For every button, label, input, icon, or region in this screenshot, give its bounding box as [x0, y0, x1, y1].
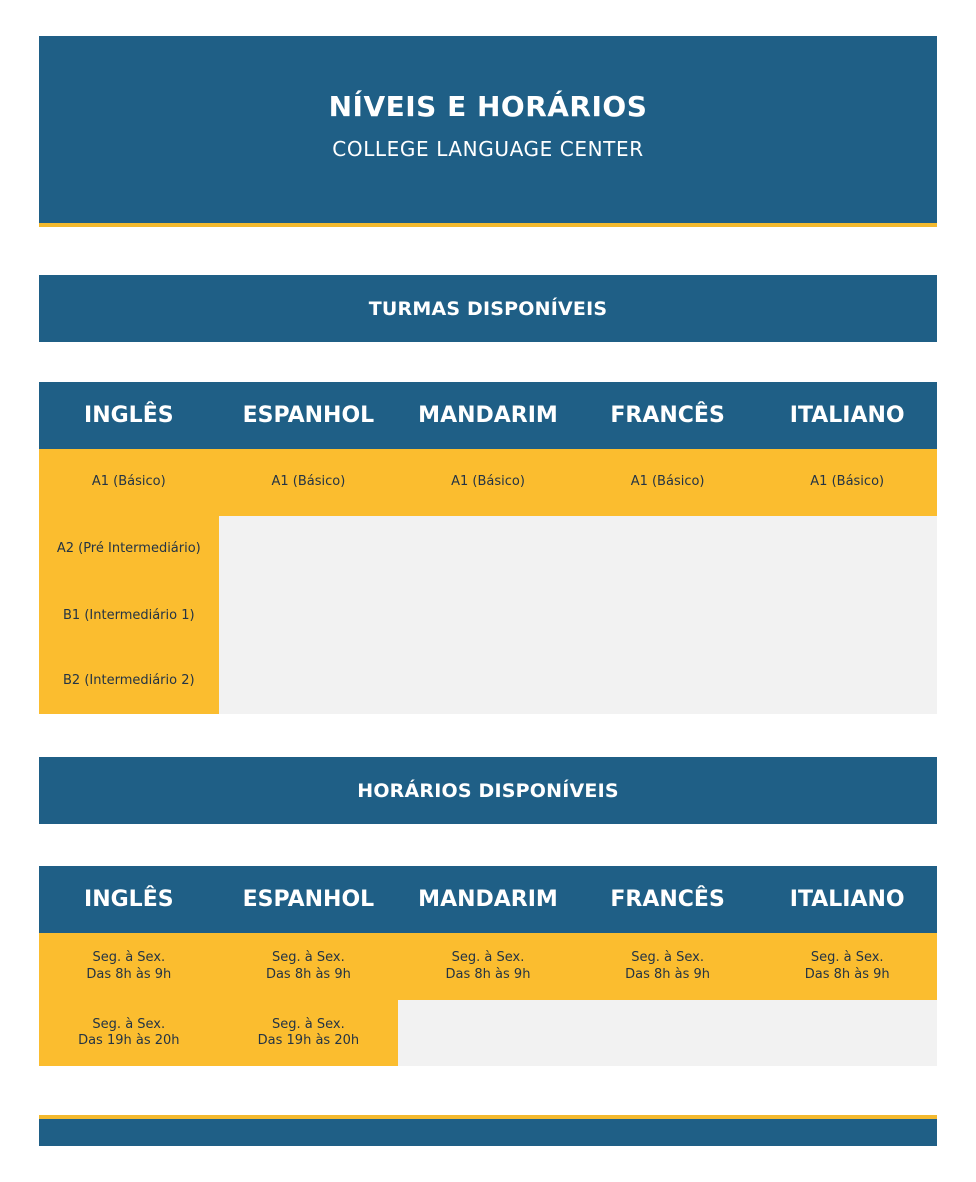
- page-footer: [39, 1115, 937, 1146]
- table-cell: [757, 649, 937, 714]
- table-cell: [578, 649, 758, 714]
- table-header-cell: MANDARIM: [398, 382, 578, 449]
- table-cell: [757, 516, 937, 583]
- table-cell: [219, 583, 399, 649]
- table-header-cell: FRANCÊS: [578, 866, 758, 933]
- table-cell: A2 (Pré Intermediário): [39, 516, 219, 583]
- table-cell: [398, 649, 578, 714]
- classes-table: [39, 382, 937, 714]
- table-cell: Seg. à Sex. Das 8h às 9h: [757, 933, 937, 1000]
- classes-section-title: TURMAS DISPONÍVEIS: [39, 275, 937, 342]
- table-cell: Seg. à Sex. Das 19h às 20h: [39, 1000, 219, 1066]
- table-cell: [578, 583, 758, 649]
- table-cell: A1 (Básico): [219, 449, 399, 516]
- table-cell: [757, 583, 937, 649]
- table-header-cell: ITALIANO: [757, 866, 937, 933]
- page-title: NÍVEIS E HORÁRIOS: [328, 89, 648, 123]
- table-cell: B2 (Intermediário 2): [39, 649, 219, 714]
- table-cell: [578, 1000, 758, 1066]
- table-header-cell: ITALIANO: [757, 382, 937, 449]
- table-cell: [757, 1000, 937, 1066]
- table-cell: A1 (Básico): [398, 449, 578, 516]
- table-cell: Seg. à Sex. Das 8h às 9h: [219, 933, 399, 1000]
- table-cell: Seg. à Sex. Das 8h às 9h: [39, 933, 219, 1000]
- table-cell: A1 (Básico): [39, 449, 219, 516]
- table-cell: [219, 649, 399, 714]
- table-cell: A1 (Básico): [578, 449, 758, 516]
- page-header: [39, 36, 937, 227]
- table-cell: Seg. à Sex. Das 8h às 9h: [398, 933, 578, 1000]
- table-header-cell: FRANCÊS: [578, 382, 758, 449]
- table-header-cell: INGLÊS: [39, 866, 219, 933]
- schedules-section-title: HORÁRIOS DISPONÍVEIS: [39, 757, 937, 824]
- page-subtitle: COLLEGE LANGUAGE CENTER: [332, 136, 644, 161]
- table-cell: Seg. à Sex. Das 19h às 20h: [219, 1000, 399, 1066]
- table-cell: B1 (Intermediário 1): [39, 583, 219, 649]
- table-cell: [398, 583, 578, 649]
- table-cell: [398, 1000, 578, 1066]
- table-cell: A1 (Básico): [757, 449, 937, 516]
- table-cell: Seg. à Sex. Das 8h às 9h: [578, 933, 758, 1000]
- table-header-cell: MANDARIM: [398, 866, 578, 933]
- schedules-table: [39, 866, 937, 1066]
- table-cell: [219, 516, 399, 583]
- table-header-cell: INGLÊS: [39, 382, 219, 449]
- table-header-cell: ESPANHOL: [219, 866, 399, 933]
- table-header-cell: ESPANHOL: [219, 382, 399, 449]
- table-cell: [578, 516, 758, 583]
- table-cell: [398, 516, 578, 583]
